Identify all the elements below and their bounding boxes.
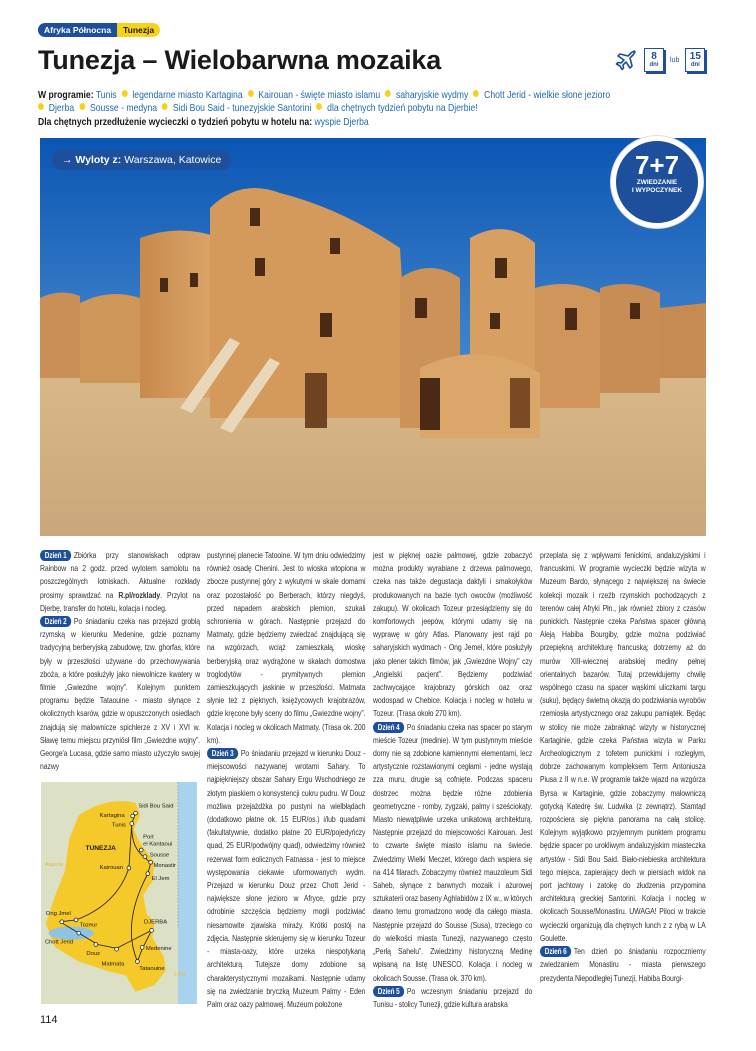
breadcrumb-region[interactable]: Afryka Północna [38,23,117,37]
day-4: Dzień 4 Po śniadaniu czeka nas spacer po starym mieście Tozeur (medinie). W tym pustynnym mieście domy nie są zdobione kamiennymi elementami, lecz artystycznie rozstawionymi cegłami - jedne wystają zza muru, drugie są cofnięte. Podczas spaceru dostrzec można będzie różne zdobienia geometryczne - romby, zygzaki, palmy i sześciokąty. Miasto niewątpliwie urzeka unikatową architekturą. Następnie przejazd do miejscowości Kairouan. Jest to czwarte święte miasto islamu na świecie. Zwiedzimy Wielki Meczet, którego dach wspiera się na 414 filarach. Zobaczymy również mauzoleum Sidi Saheb, słynące z barwnych mozaik i ażurowej sztukaterii oraz baseny Aghlabidów z IX w., w których dawno temu gromadzono wodę dla całego miasta. Następnie przejazd do Sousse (Susa), trzeciego co do wielkości miasta Tunezji, nazywanego często „Perłą Sahelu”. Zwiedzimy historyczną Medinę wpisaną na listę UNESCO. Kolacja i nocleg w okolicach Sousse. (Trasa ok. 370 km). [373,721,533,983]
breadcrumb [38,23,160,37]
day-1: Dzień 1 Zbiórka przy stanowiskach odpraw Rainbow na 2 godz. przed wylotem samolotu na poszczególnych lotniskach. Aktualne rozkłady prosimy sprawdzać na R.pl/rozklady. Przylot na Djerbę, transfer do hotelu, kolacja i nocleg. [40,550,200,613]
text-column-2 [207,549,365,1011]
svg-text:Tozeur: Tozeur [79,922,98,929]
svg-text:Kairouan: Kairouan [99,864,124,871]
plane-icon [614,48,638,72]
svg-text:el Kantaoui: el Kantaoui [143,841,173,848]
svg-text:Tataouine: Tataouine [139,965,165,972]
svg-text:Ong Jmel: Ong Jmel [45,911,71,918]
text-column-1 [40,549,200,773]
program-label: W programie: [38,90,94,101]
svg-text:Monastir: Monastir [153,863,176,870]
svg-text:Port: Port [143,834,154,841]
text-column-4 [540,549,706,985]
title-bold: Tunezja [38,45,136,75]
day-badge: Dzień 2 [40,616,71,627]
page-number: 114 [40,1014,58,1026]
day-3-continued: jest w pięknej oazie palmowej, gdzie zobaczyć można produkty wyrabiane z drzewa palmowego, czeka nas także degustacja daktyli i smakołyków produkowanych na bazie tych owoców (możliwość zakupu). W okolicach Tozeur przesiądziemy się do komfortowych jeepów, którymi udamy się na wyprawę w góry Atlas. Planowany jest rajd po saharyjskich wydmach - Ong Jemel, które posłużyły jako plener takich filmów, jak „Gwiezdne Wojny” czy „Angielski pacjent”. Będziemy podziwiać zachwycające krajobrazy górskich oaz oraz wodospad w Chebice. Kolacja i nocleg w hotelu w Tozeur. (Trasa około 270 km). [373,550,533,719]
svg-text:Medenine: Medenine [145,946,172,953]
svg-text:Sousse: Sousse [149,852,170,859]
day-badge: Dzień 6 [540,946,571,957]
day-badge: Dzień 4 [373,722,404,733]
svg-text:Sidi Bou Said: Sidi Bou Said [138,803,174,810]
days-15-box: 15 dni [685,48,705,72]
tour-type-badge: 7+7 ZWIEDZANIE I WYPOCZYNEK [611,136,703,228]
route-map [40,782,198,1004]
day-badge: Dzień 1 [40,550,71,561]
day-5: Dzień 5 Po wczesnym śniadaniu przejazd do Tunisu - stolicy Tunezji, gdzie kultura arabska [373,985,533,1009]
trip-duration [614,48,705,72]
schedule-link[interactable]: R.pl/rozklady [118,589,161,600]
extension-label: Dla chętnych przedłużenie wycieczki o tydzień pobytu w hotelu na: [38,116,313,128]
page-title [38,45,441,76]
map-label-algeria: Algeria [44,862,64,869]
map-country-label: TUNEZJA [85,845,116,853]
svg-text:Chott Jerid: Chott Jerid [44,939,74,946]
text-column-3 [373,549,532,1011]
svg-text:DJERBA: DJERBA [144,919,168,926]
breadcrumb-country[interactable]: Tunezja [117,23,160,37]
or-label: lub [670,56,680,64]
svg-text:Matmata: Matmata [101,961,125,968]
svg-text:Kartagina: Kartagina [99,812,125,819]
departure-cities: Warszawa, Katowice [124,154,222,166]
day-5-continued: przeplata się z wpływami fenickimi, andaluzyjskimi i francuskimi. W programie wycieczki będzie wizyta w Muzeum Bardo, słynącego z największej na świecie kolekcji mozaik i rzeźb rzymskich pochodzących z terenów całej Afryki Płn., jak również zbiory z czasów punickich. Następnie czeka Państwa spacer główną Aleją Habiba Bourgiby, gdzie można podziwiać przepiękną architekturę francuską; dotrzemy aż do murów XIII-wiecznej arabskiej mediny pełnej orientalnych bazarów. Tutaj przewidujemy chwilę wspólnego czasu na spacer wąskimi uliczkami targu (suku), będący świetną okazją do podziwiania wyrobów rzemiosła artystycznego oraz zakupu pamiątek. Będąc w stolicy nie może zabraknąć wizyty w historycznej Kartaginie, gdzie czeka Państwa wizyta w Parku Archeologicznym z tofetem punickimi i rozległym, dobrze zachowanym kompleksem Term Antoniusza Piusa z II w n.e. W programie także wjazd na wzgórza Byrsa w Kartaginie, gdzie zobaczymy malowniczą gotycką Katedrę św. Ludwika (z zewnątrz). Stamtąd rozpościera się piękna panorama na całą stolicę. Kolejnym wyjątkowo przyjemnym punktem programu będzie spacer po urokliwym andaluzyjskim miasteczka artystów - Sidi Bou Said. Biało-niebieska architektura tego miejsca, zapierający dech w piersiach widok na port jachtowy i zatokę do złudzenia przypomina architekturą greckiej Santorini. Kolacja i nocleg w okolicach Sousse/Monastiru. UWAGA! Piloci w trakcie wycieczki organizują dla chętnych lunch z z rybą w LA Goulette. [540,550,706,943]
day-badge: Dzień 3 [207,748,238,759]
day-2-continued: pustynnej planecie Tatooine. W tym dniu odwiedzimy również osadę Chenini. Jest to wioska wtopiona w zbocze pustynnej góry z wykutymi w skale domami oraz pozostałość po Berberach, którzy niegdyś, przed napadem arabskich plemion, szukali schronienia w górach. Następnie przejazd do Matmaty, gdzie będziemy zwiedzać znajdującą się na wzgórzach, wciąż zamieszkałą, wioskę berberyjską oraz wydrążone w skałach domostwa troglodytów - prymitywnych plemion zamieszkujących jaskinie w przeszłości. Matmata słynie też z pięknych, księżycowych krajobrazów, gdzie kręcone były sceny do filmu „Gwiezdne wojny”. Kolacja i nocleg w okolicach Matmaty. (Trasa ok. 200 km). [207,550,366,745]
svg-text:Tunis: Tunis [111,822,126,829]
ksar-photo [40,138,706,536]
svg-text:El Jem: El Jem [151,876,170,883]
hero-photo [40,138,706,536]
map-label-libia: Libia [174,971,187,978]
day-2: Dzień 2 Po śniadaniu czeka nas przejazd groblą rzymską w kierunku Medenine, gdzie poznamy tradycyjną berberyjską zabudowę, tzw. ghorfas, które były w przeszłości używane do przechowywania zboża, a które posłużyły jako niewolnicze kwatery w filmie „Gwiezdne wojny”. Kolejnym punktem programu będzie Tataouine - miasto słynące z okolicznych ksarów, gdzie w opuszczonych osiedlach znajdują się malownicze spichlerze z XV i XVI w. Sławę temu miejscu przyniósł film „Gwiezdne wojny”. George'a Lucasa, gdzie samo miasto użyczyło swojej nazwy [40,616,200,772]
program-summary: W programie: Tunis legendarne miasto Kartagina Kairouan - święte miasto islamu saharyjskie wydmy Chott Jerid - wielkie słone jezioro Djerba Sousse - medyna Sidi Bou Said - tunezyjskie Santorini dla chętnych tydzień pobytu na Djerbie! Dla chętnych przedłużenie wycieczki o tydzień pobytu w hotelu na: wyspie Djerba [38,90,611,128]
day-6: Dzień 6 Ten dzień po śniadaniu rozpoczniemy zwiedzaniem Monastiru - miasta pierwszego prezydenta Niepodległej Tunezji, Habiba Bourgi- [540,946,706,983]
departures-pill: → Wyloty z: Warszawa, Katowice [52,150,231,170]
title-rest: – Wielobarwna mozaika [135,45,442,75]
day-badge: Dzień 5 [373,986,404,997]
extension-value: wyspie Djerba [314,116,369,128]
day-3: Dzień 3 Po śniadaniu przejazd w kierunku Douz - miejscowości nazywanej wrotami Sahary. To najpiękniejszy obszar Sahary Ergu Wschodniego ze złotym piaskiem o konsystencji cukru pudru. W Douz możliwa przejażdżka po pustyni na wielbłądach (dodatkowo płatne ok. 15 EUR/os.) i/lub quadami (fakultatywnie, dodatko płatne 20 EUR/pojedyńczy quad, 25 EUR/podwójny quad), odwiedzimy również rezerwat form eolicznych Fatnassa - jest to miejsce występowania ciekawie uformowanych wydm. Przejazd w kierunku Douz przez Chott Jerid - największe słone jezioro w Afryce, gdzie przy odrobinie szczęścia będziemy mogli podziwiać niesamowite zjawiska miraży. Krótki postój na zdjęcia. Następnie skierujemy się w kierunku Tozeur - miasta-oazy, które urzeka niespotykaną architekturą. Tutejsze domy zdobione są charakterystycznymi mozaikami. Następnie udamy się na zwiedzanie bryczką Muzeum Palmy - Eden Palm oraz oazy palmowej. Muzeum położone [207,748,366,1009]
svg-text:Douz: Douz [86,950,101,957]
days-8-box: 8 dni [644,48,664,72]
